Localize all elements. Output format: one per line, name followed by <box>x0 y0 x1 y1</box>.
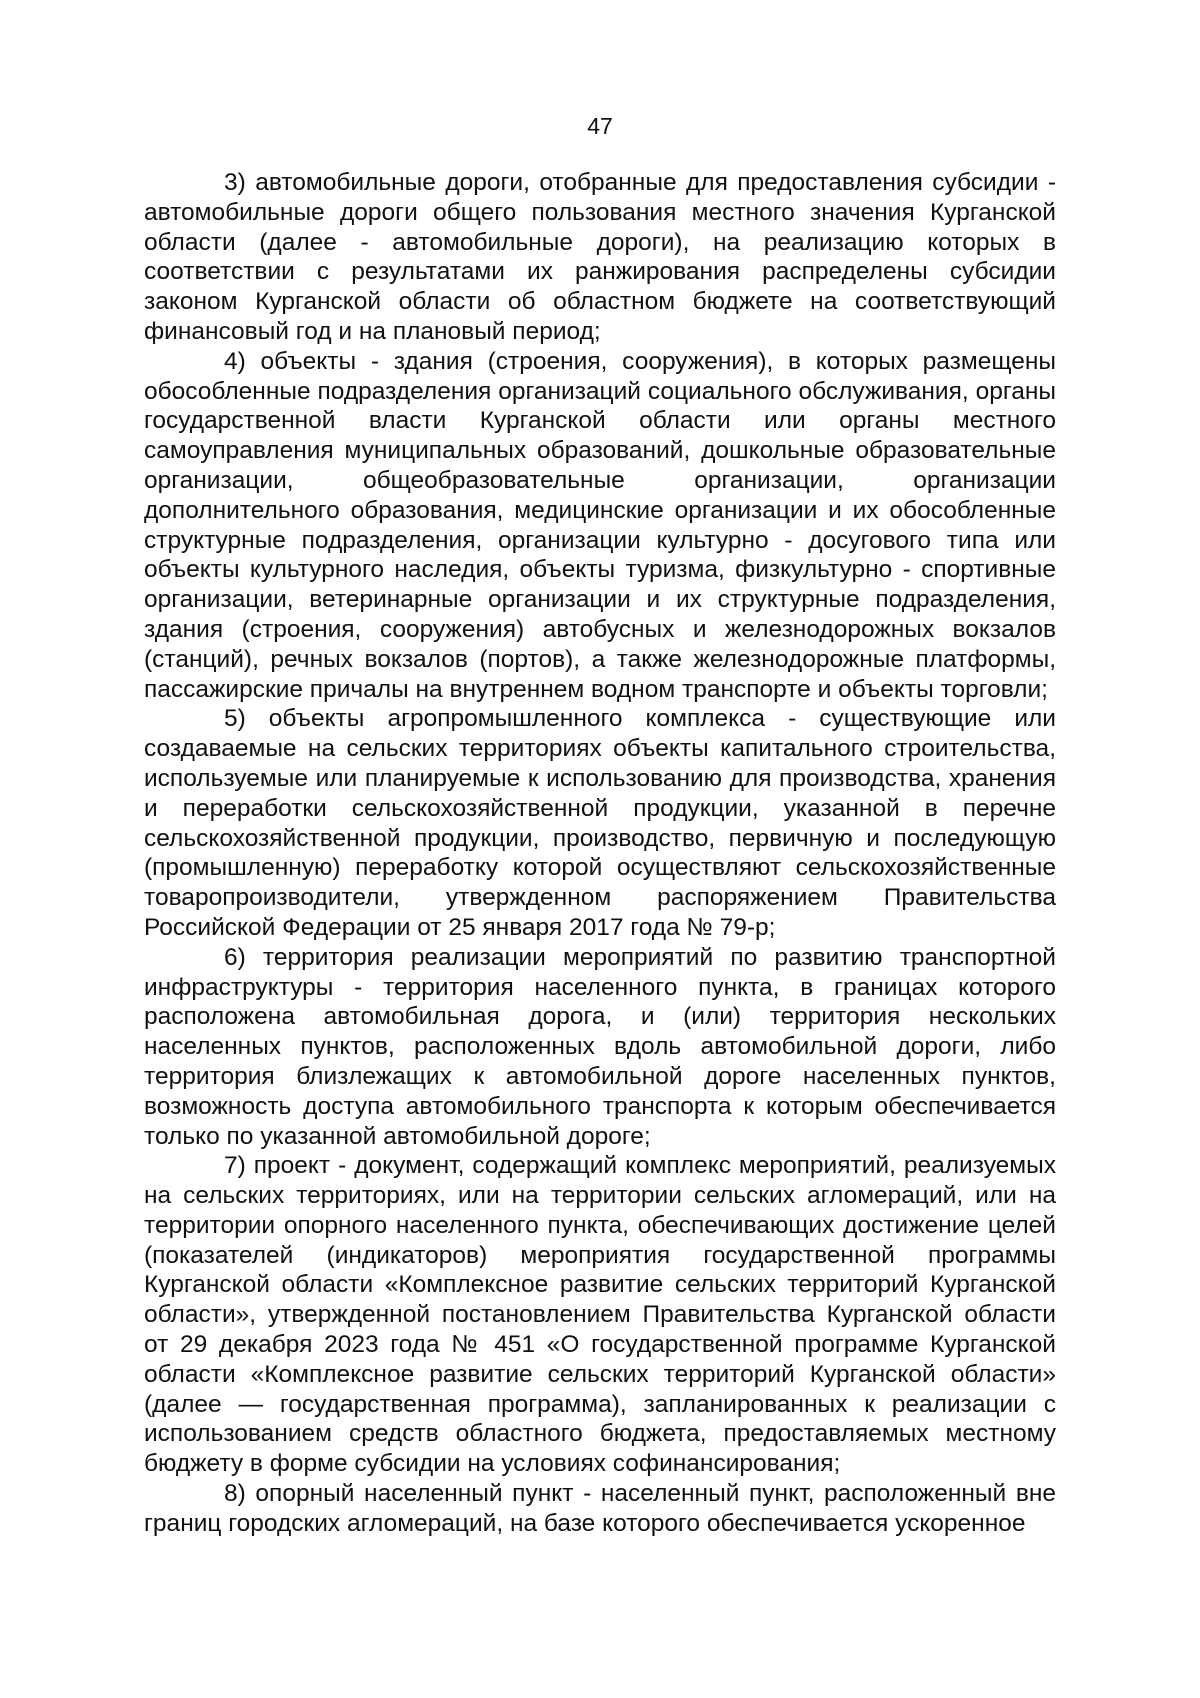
paragraph-item-4: 4) объекты - здания (строения, сооружения), в которых размещены обособленные подразделения организаций социального обслуживания, органы государственной власти Курганской области или органы местного самоуправления муниципальных образований, дошкольные образовательные организации, общеобразовательные организации, организации дополнительного образования, медицинские организации и их обособленные структурные подразделения, организации культурно - досугового типа или объекты культурного наследия, объекты туризма, физкультурно - спортивные организации, ветеринарные организации и их структурные подразделения, здания (строения, сооружения) автобусных и железнодорожных вокзалов (станций), речных вокзалов (портов), а также железнодорожные платформы, пассажирские причалы на внутреннем водном транспорте и объекты торговли; <box>144 347 1056 703</box>
paragraph-item-3: 3) автомобильные дороги, отобранные для предоставления субсидии - автомобильные дороги общего пользования местного значения Курганской области (далее - автомобильные дороги), на реализацию которых в соответствии с результатами их ранжирования распределены субсидии законом Курганской области об областном бюджете на соответствующий финансовый год и на плановый период; <box>144 169 1056 345</box>
paragraph-item-5: 5) объекты агропромышленного комплекса - существующие или создаваемые на сельских территориях объекты капитального строительства, используемые или планируемые к использованию для производства, хранения и переработки сельскохозяйственной продукции, указанной в перечне сельскохозяйственной продукции, производство, первичную и последующую (промышленную) переработку которой осуществляют сельскохозяйственные товаропроизводители, утвержденном распоряжением Правительства Российской Федерации от 25 января 2017 года № 79-р; <box>144 705 1056 941</box>
document-body <box>144 168 1056 1539</box>
paragraph-item-6: 6) территория реализации мероприятий по развитию транспортной инфраструктуры - территория населенного пункта, в границах которого расположена автомобильная дорога, и (или) территория нескольких населенных пунктов, расположенных вдоль автомобильной дороги, либо территория близлежащих к автомобильной дороге населенных пунктов, возможность доступа автомобильного транспорта к которым обеспечивается только по указанной автомобильной дороге; <box>144 943 1056 1150</box>
paragraph-item-7: 7) проект - документ, содержащий комплекс мероприятий, реализуемых на сельских территориях, или на территории сельских агломераций, или на территории опорного населенного пункта, обеспечивающих достижение целей (показателей (индикаторов) мероприятия государственной программы Курганской области «Комплексное развитие сельских территорий Курганской области», утвержденной постановлением Правительства Курганской области от 29 декабря 2023 года № 451 «О государственной программе Курганской области «Комплексное развитие сельских территорий Курганской области» (далее — государственная программа), запланированных к реализации с использованием средств областного бюджета, предоставляемых местному бюджету в форме субсидии на условиях софинансирования; <box>144 1152 1056 1478</box>
page-number: 47 <box>587 113 613 139</box>
paragraph-item-8: 8) опорный населенный пункт - населенный пункт, расположенный вне границ городских агломераций, на базе которого обеспечивается ускоренное <box>144 1480 1056 1537</box>
